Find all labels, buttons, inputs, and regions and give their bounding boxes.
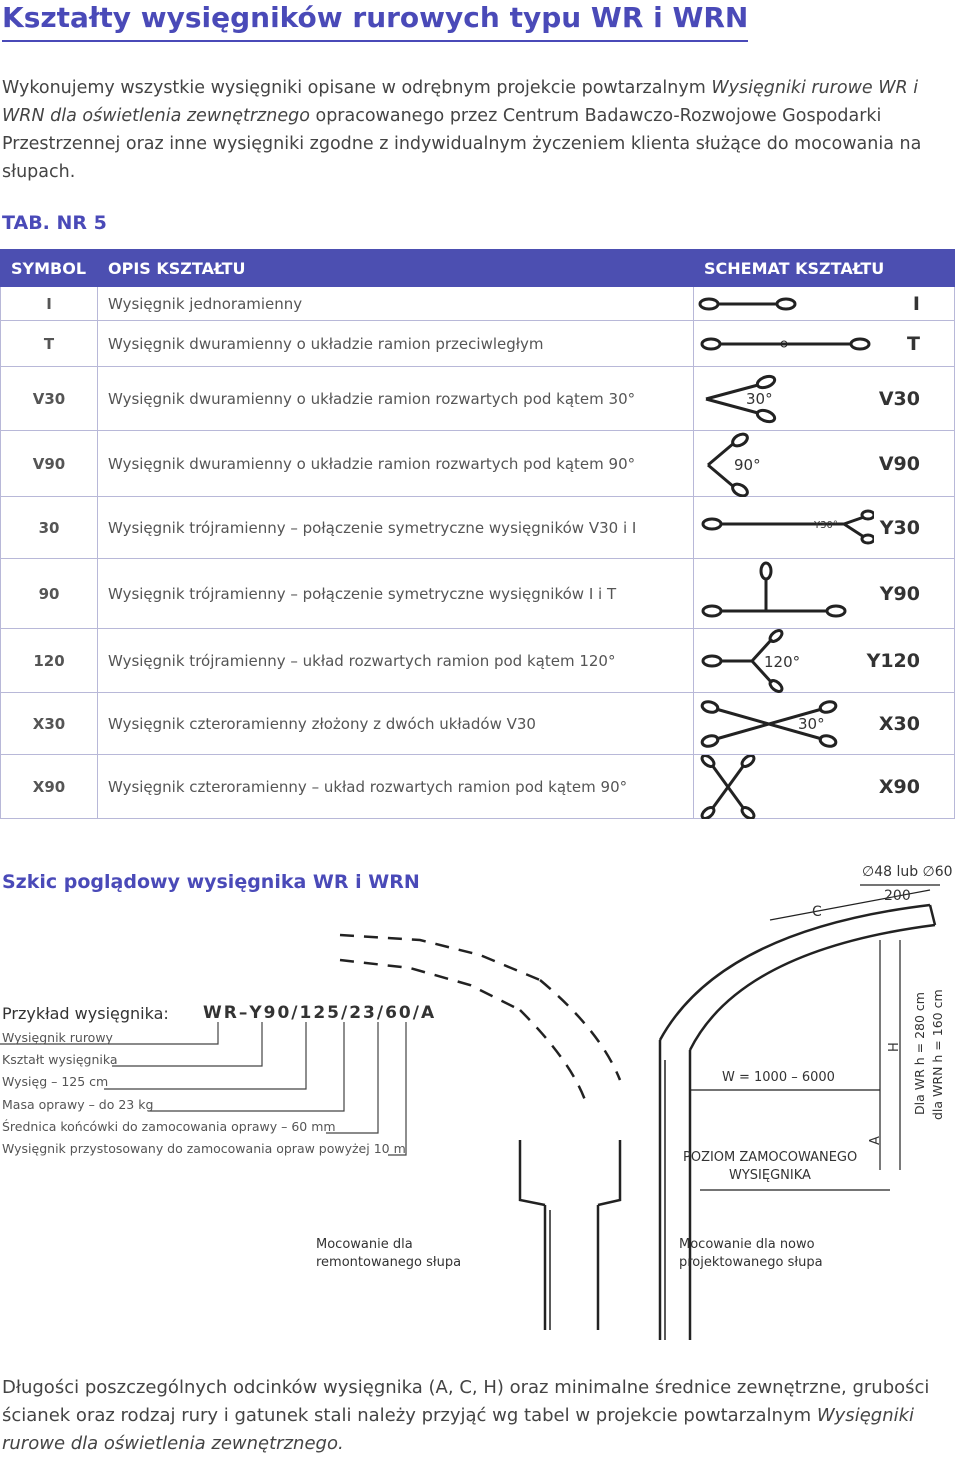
table-row xyxy=(1,693,955,755)
row-symbol: T xyxy=(1,321,98,367)
dim-c-label: C xyxy=(812,904,822,920)
arm-single-schema xyxy=(694,287,874,321)
schema-label: I xyxy=(912,292,920,315)
arm-y120-schema xyxy=(694,629,874,693)
schema-angle: 30° xyxy=(798,715,825,733)
row-schema xyxy=(694,367,955,431)
row-schema xyxy=(694,287,955,321)
mount-old-line2: remontowanego słupa xyxy=(316,1255,462,1270)
sketch-title: Szkic poglądowy wysięgnika WR i WRN xyxy=(2,871,420,893)
row-description: Wysięgnik dwuramienny o układzie ramion rozwartych pod kątem 30° xyxy=(98,367,694,431)
row-schema xyxy=(694,497,955,559)
row-symbol: X30 xyxy=(1,693,98,755)
row-schema xyxy=(694,559,955,629)
dim-h-label: H xyxy=(887,1042,902,1052)
outro-paragraph: Długości poszczególnych odcinków wysięgnika (A, C, H) oraz minimalne średnice zewnętrzne, grubości ścianek oraz rodzaj rury i gatunek stali należy przyjąć wg tabel w projekcie powtarzalnym Wysięgniki rurowe dla oświetlenia zewnętrznego. xyxy=(2,1377,930,1454)
schema-label: Y30 xyxy=(879,516,920,539)
row-symbol: X90 xyxy=(1,755,98,819)
table-row xyxy=(1,629,955,693)
schema-label: V30 xyxy=(878,387,920,410)
dim-200-label: 200 xyxy=(884,888,911,904)
arm-x90-schema xyxy=(694,755,874,819)
row-description: Wysięgnik jednoramienny xyxy=(98,287,694,321)
row-symbol: I xyxy=(1,287,98,321)
diameter-label: ∅48 lub ∅60 xyxy=(862,864,953,880)
schema-label: Y120 xyxy=(866,649,920,672)
schema-label: Y90 xyxy=(879,582,920,605)
table-header-row xyxy=(1,250,955,287)
mount-old-line1: Mocowanie dla xyxy=(316,1237,413,1252)
arm-y90-schema xyxy=(694,559,874,629)
height-wrn-label: dla WRN h = 160 cm xyxy=(930,989,945,1120)
table-row xyxy=(1,559,955,629)
example-label: Przykład wysięgnika: xyxy=(2,1004,169,1023)
table-row xyxy=(1,755,955,819)
arm-y30-schema xyxy=(694,497,874,559)
arm-t-schema xyxy=(694,321,874,367)
arm-v30-schema xyxy=(694,367,874,431)
page-title: Kształty wysięgników rurowych typu WR i WRN xyxy=(2,0,748,42)
schema-angle: Y30° xyxy=(814,520,838,531)
legend-item: Kształt wysięgnika xyxy=(2,1052,118,1067)
dim-w-label: W = 1000 – 6000 xyxy=(722,1070,835,1085)
table-row xyxy=(1,431,955,497)
row-description: Wysięgnik czteroramienny złożony z dwóch układów V30 xyxy=(98,693,694,755)
mount-new-line1: Mocowanie dla nowo xyxy=(679,1237,815,1252)
row-symbol: 120 xyxy=(1,629,98,693)
schema-angle: 120° xyxy=(764,653,801,671)
mount-new-line2: projektowanego słupa xyxy=(679,1255,823,1270)
schema-angle: 30° xyxy=(746,390,773,408)
row-description: Wysięgnik czteroramienny – układ rozwartych ramion pod kątem 90° xyxy=(98,755,694,819)
legend-item: Średnica końcówki do zamocowania oprawy – 60 mm xyxy=(2,1119,336,1134)
schema-label: V90 xyxy=(878,452,920,475)
header-description: OPIS KSZTAŁTU xyxy=(98,250,694,287)
table-number: TAB. NR 5 xyxy=(2,212,107,234)
table-row xyxy=(1,287,955,321)
legend-item: Masa oprawy – do 23 kg xyxy=(2,1097,154,1112)
example-code: WR–Y90/125/23/60/A xyxy=(203,1003,437,1023)
table-row xyxy=(1,321,955,367)
legend-item: Wysięgnik przystosowany do zamocowania opraw powyżej 10 m xyxy=(2,1141,406,1156)
header-symbol: SYMBOL xyxy=(1,250,98,287)
row-description: Wysięgnik trójramienny – połączenie symetryczne wysięgników I i T xyxy=(98,559,694,629)
row-description: Wysięgnik dwuramienny o układzie ramion przeciwległym xyxy=(98,321,694,367)
legend-item: Wysięgnik rurowy xyxy=(2,1030,113,1045)
row-symbol: V90 xyxy=(1,431,98,497)
row-schema xyxy=(694,321,955,367)
schema-label: X30 xyxy=(878,712,920,735)
row-description: Wysięgnik trójramienny – połączenie symetryczne wysięgników V30 i I xyxy=(98,497,694,559)
dim-a-label: A xyxy=(868,1136,883,1145)
shapes-table xyxy=(0,249,955,819)
row-schema xyxy=(694,755,955,819)
height-wr-label: Dla WR h = 280 cm xyxy=(912,992,927,1115)
arm-v90-schema xyxy=(694,431,874,497)
schema-angle: 90° xyxy=(734,456,761,474)
schema-label: T xyxy=(907,332,920,355)
table-row xyxy=(1,497,955,559)
row-schema xyxy=(694,431,955,497)
schema-label: X90 xyxy=(878,775,920,798)
arm-x30-schema xyxy=(694,693,874,755)
row-description: Wysięgnik trójramienny – układ rozwartych ramion pod kątem 120° xyxy=(98,629,694,693)
row-schema xyxy=(694,693,955,755)
row-description: Wysięgnik dwuramienny o układzie ramion rozwartych pod kątem 90° xyxy=(98,431,694,497)
level-label-line2: WYSIĘGNIKA xyxy=(729,1168,811,1183)
legend-item: Wysięg – 125 cm xyxy=(2,1074,109,1089)
intro-paragraph: Wykonujemy wszystkie wysięgniki opisane w odrębnym projekcie powtarzalnym Wysięgniki rurowe WR i WRN dla oświetlenia zewnętrznego opracowanego przez Centrum Badawczo-Rozwojowe Gospodarki Przestrzennej oraz inne wysięgniki zgodne z indywidualnym życzeniem klienta służące do mocowania na słupach. xyxy=(2,78,922,182)
level-label-line1: POZIOM ZAMOCOWANEGO xyxy=(683,1150,858,1165)
header-schema: SCHEMAT KSZTAŁTU xyxy=(694,250,955,287)
row-symbol: 90 xyxy=(1,559,98,629)
table-row xyxy=(1,367,955,431)
row-symbol: V30 xyxy=(1,367,98,431)
row-symbol: 30 xyxy=(1,497,98,559)
row-schema xyxy=(694,629,955,693)
